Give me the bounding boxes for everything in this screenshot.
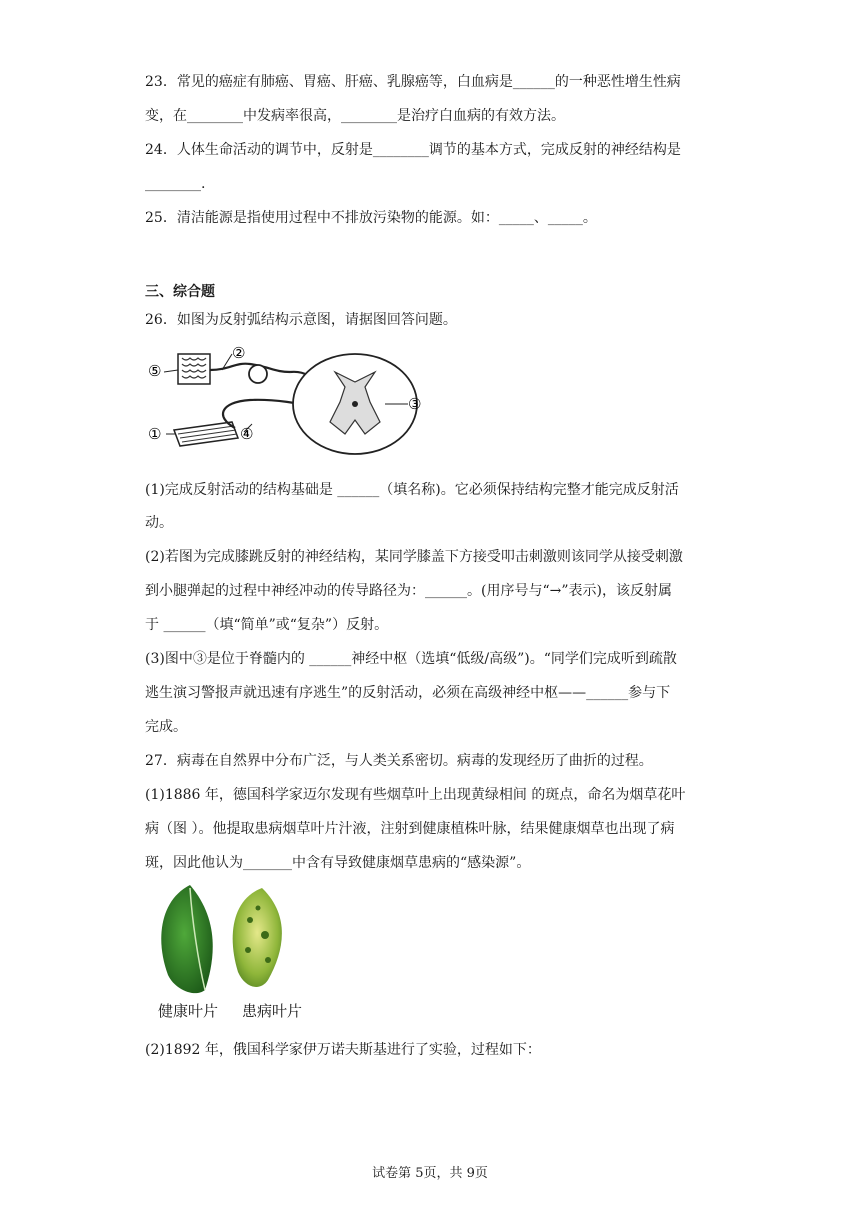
q23-line-1: 23．常见的癌症有肺癌、胃癌、肝癌、乳腺癌等，白血病是______的一种恶性增生性病 <box>145 74 681 90</box>
q24-line-2: ________. <box>145 176 206 192</box>
healthy-leaf-icon <box>161 885 212 993</box>
reflex-arc-diagram <box>140 342 430 457</box>
q27-1-line-c: 斑，因此他认为_______中含有导致健康烟草患病的“感染源”。 <box>145 855 531 871</box>
q26-2-line-c: 于 ______（填“简单”或“复杂”）反射。 <box>145 617 389 633</box>
label-5: ⑤ <box>148 362 162 380</box>
label-4: ④ <box>240 425 254 443</box>
q27-1-line-a: (1)1886 年，德国科学家迈尔发现有些烟草叶上出现黄绿相间 的斑点，命名为烟草花叶 <box>145 787 686 803</box>
section-title: 三、综合题 <box>145 284 215 300</box>
label-2: ② <box>232 344 246 362</box>
q26-3-line-b: 逃生演习警报声就迅速有序逃生”的反射活动，必须在高级神经中枢——______参与下 <box>145 685 671 701</box>
label-1: ① <box>148 425 162 443</box>
muscle-block-icon <box>174 422 238 446</box>
q26-2-line-a: (2)若图为完成膝跳反射的神经结构，某同学膝盖下方接受叩击刺激则该同学从接受刺激 <box>145 549 683 565</box>
q27-1-line-b: 病（图 ）。他提取患病烟草叶片汁液，注射到健康植株叶脉，结果健康烟草也出现了病 <box>145 821 675 837</box>
q25-line: 25．清洁能源是指使用过程中不排放污染物的能源。如：_____、_____。 <box>145 210 597 226</box>
leaf-figure <box>150 880 310 1000</box>
q26-stem: 26．如图为反射弧结构示意图，请据图回答问题。 <box>145 312 457 328</box>
q24-line-1: 24．人体生命活动的调节中，反射是________调节的基本方式，完成反射的神经结构是 <box>145 142 681 158</box>
q26-1-line-a: (1)完成反射活动的结构基础是 ______（填名称)。它必须保持结构完整才能完成反射活 <box>145 482 679 498</box>
receptor-block-icon <box>178 354 210 384</box>
q26-3-line-c: 完成。 <box>145 719 187 735</box>
label-3: ③ <box>408 395 422 413</box>
q26-3-line-a: (3)图中③是位于脊髓内的 ______神经中枢（选填“低级/高级”)。“同学们完成听到疏散 <box>145 651 677 667</box>
q27-2-line: (2)1892 年，俄国科学家伊万诺夫斯基进行了实验，过程如下： <box>145 1042 541 1058</box>
page-footer: 试卷第 5页，共 9页 <box>372 1166 488 1181</box>
healthy-leaf-caption: 健康叶片 <box>158 1002 219 1020</box>
q23-line-2: 变，在________中发病率很高，________是治疗白血病的有效方法。 <box>145 108 565 124</box>
diseased-leaf-caption: 患病叶片 <box>242 1002 303 1020</box>
q26-2-line-b: 到小腿弹起的过程中神经冲动的传导路径为：______。(用序号与“→”表示)，该反射属 <box>145 583 672 599</box>
q26-1-line-b: 动。 <box>145 515 173 531</box>
diseased-leaf-icon <box>233 888 282 987</box>
q27-stem: 27．病毒在自然界中分布广泛，与人类关系密切。病毒的发现经历了曲折的过程。 <box>145 753 653 769</box>
